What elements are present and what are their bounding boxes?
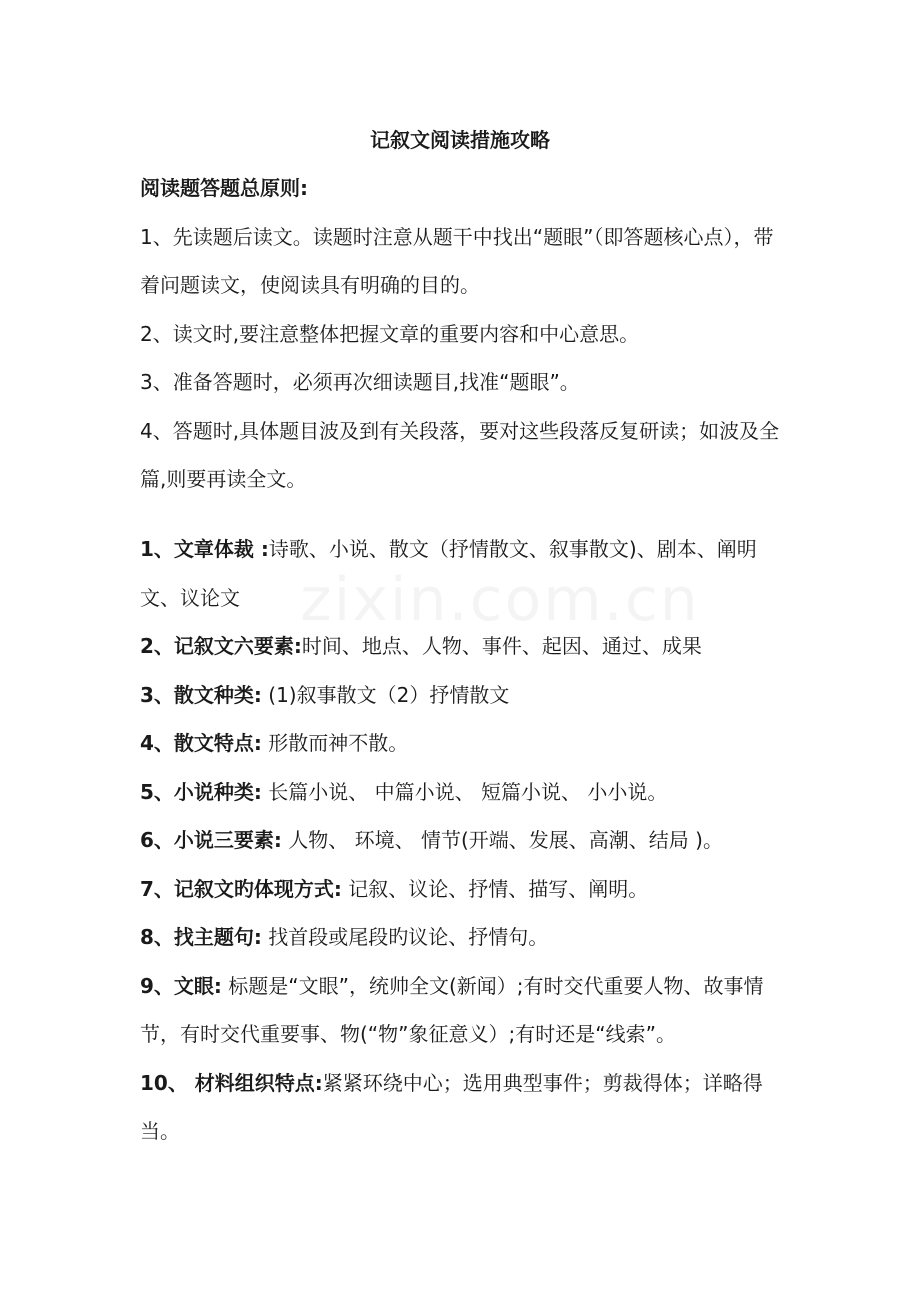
points-section [140, 525, 785, 1156]
document-title: 记叙文阅读措施攻略 [370, 128, 550, 152]
point-text: 时间、地点、人物、事件、起因、通过、成果 [301, 634, 702, 658]
point-text: 记叙、议论、抒情、描写、阐明。 [341, 876, 649, 901]
point-item-1 [140, 525, 785, 622]
point-text: 找首段或尾段旳议论、抒情句。 [261, 925, 549, 949]
point-text: 紧紧环绕中心；选用典型事件；剪裁得体；详略得当。 [140, 1070, 763, 1143]
point-text: 人物、 环境、 情节(开端、发展、高潮、结局 )。 [281, 828, 723, 852]
point-item-9 [140, 962, 785, 1059]
point-item-2 [140, 622, 785, 671]
point-lead: 5、小说种类: [140, 779, 262, 804]
principle-item-1: 1、先读题后读文。读题时注意从题干中找出“题眼”（即答题核心点），带着问题读文，使阅读具有明确的目的。 [140, 224, 774, 297]
point-item-4 [140, 719, 785, 768]
principles-heading: 阅读题答题总原则: [140, 176, 308, 200]
point-lead: 10、 材料组织特点: [140, 1070, 323, 1095]
point-item-3 [140, 671, 785, 720]
principle-item-3: 3、准备答题时，必须再次细读题目,找准“题眼”。 [140, 370, 580, 394]
point-lead: 3、散文种类: [140, 682, 262, 707]
point-item-6 [140, 816, 785, 865]
point-lead: 2、记叙文六要素: [140, 634, 302, 658]
point-lead: 6、小说三要素: [140, 828, 282, 852]
point-text: 标题是“文眼”，统帅全文(新闻）;有时交代重要人物、故事情节，有时交代重要事、物(“物”象征意义）;有时还是“线索”。 [140, 973, 764, 1046]
principles-section [140, 164, 785, 504]
point-text: 形散而神不散。 [261, 731, 409, 755]
point-lead: 7、记叙文旳体现方式: [140, 876, 342, 901]
point-item-8 [140, 913, 785, 962]
point-item-10 [140, 1059, 785, 1156]
point-text: 长篇小说、 中篇小说、 短篇小说、 小小说。 [261, 779, 668, 804]
point-lead: 8、找主题句: [140, 925, 262, 949]
principle-item-4: 4、答题时,具体题目波及到有关段落，要对这些段落反复研读；如波及全篇,则要再读全文。 [140, 418, 780, 491]
point-lead: 4、散文特点: [140, 731, 262, 755]
point-text: (1)叙事散文（2）抒情散文 [261, 682, 510, 707]
point-text: 诗歌、小说、散文（抒情散文、叙事散文)、剧本、阐明文、议论文 [140, 537, 757, 610]
point-lead: 1、文章体裁 : [140, 537, 269, 561]
point-item-7 [140, 865, 785, 914]
principle-item-2: 2、读文时,要注意整体把握文章的重要内容和中心意思。 [140, 321, 640, 346]
point-item-5 [140, 768, 785, 817]
point-lead: 9、文眼: [140, 973, 222, 998]
